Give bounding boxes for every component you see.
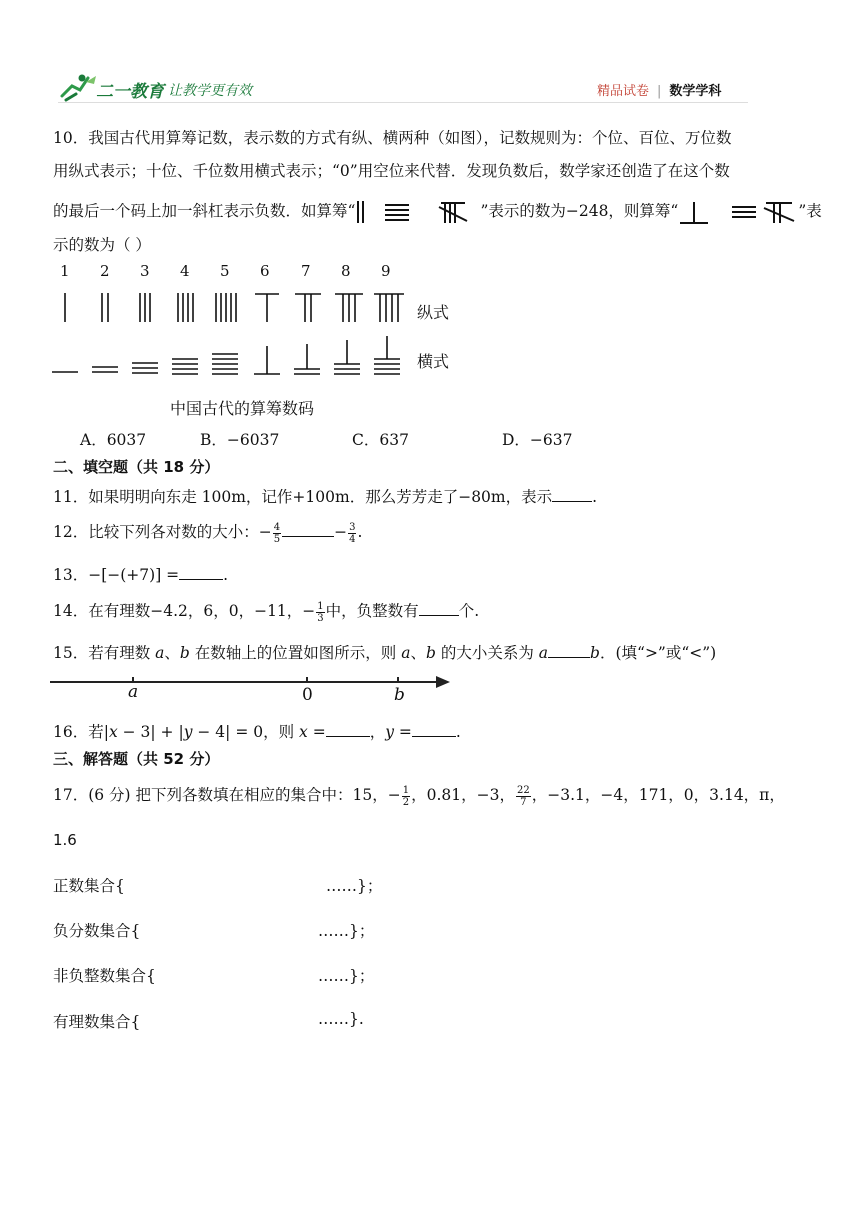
fraction-numerator: 4 xyxy=(273,521,281,533)
digit-label: 9 xyxy=(381,262,391,280)
q10-line2: 用纵式表示；十位、千位数用横式表示；“0”用空位来代替．发现负数后，数学家还创造了在这个数 xyxy=(53,162,730,180)
set-label: 有理数集合{ xyxy=(53,1013,141,1031)
counting-rod-example-2 xyxy=(678,199,798,225)
q10-line1: 10．我国古代用算筹记数，表示数的方式有纵、横两种（如图），记数规则为：个位、百位、万位数 xyxy=(53,129,732,147)
q11 xyxy=(53,485,597,507)
heng-label: 横式 xyxy=(417,352,450,371)
q17 xyxy=(53,783,785,808)
set-positive xyxy=(53,874,453,896)
q13-end: . xyxy=(223,566,229,584)
fraction xyxy=(516,785,531,808)
var-x: x xyxy=(299,723,308,741)
q15-sep: 、 xyxy=(410,644,426,662)
digit-label: 1 xyxy=(60,262,70,280)
q12-end: . xyxy=(357,523,363,541)
set-end: ……}； xyxy=(318,922,375,940)
digit-label: 3 xyxy=(140,262,150,280)
header-subject: 数学学科 xyxy=(669,84,722,99)
axis-label-zero: 0 xyxy=(302,685,313,705)
axis-label-a: a xyxy=(128,682,139,702)
fraction xyxy=(316,601,324,624)
q17-mid: ，0.81，−3， xyxy=(411,786,515,804)
digit-label: 5 xyxy=(220,262,230,280)
q16-pre: 16．若| xyxy=(53,723,109,741)
digit-label: 8 xyxy=(341,262,351,280)
fraction-denominator: 5 xyxy=(273,533,281,545)
q13-text: 13．−[−(+7)] = xyxy=(53,566,180,584)
option-c[interactable]: C．637 xyxy=(352,431,409,449)
q12 xyxy=(53,520,362,545)
q13 xyxy=(53,563,228,585)
answer-blank[interactable] xyxy=(419,601,459,616)
q11-end: . xyxy=(592,488,598,506)
q10-line4: 示的数为（ ） xyxy=(53,236,151,254)
set-nonnegative-integer xyxy=(53,964,453,986)
fraction-denominator: 7 xyxy=(520,796,527,808)
digit-label: 7 xyxy=(301,262,311,280)
q14-end: 个. xyxy=(458,602,480,620)
digit-label: 2 xyxy=(100,262,110,280)
axis-label-b: b xyxy=(394,685,405,705)
set-end: ……}. xyxy=(318,1010,364,1028)
fraction-denominator: 4 xyxy=(349,533,356,545)
figure-caption: 中国古代的算筹数码 xyxy=(170,399,315,418)
header-tag: 精品试卷 xyxy=(597,84,650,99)
set-rational xyxy=(53,1010,453,1032)
rods-drawing xyxy=(50,290,410,380)
q17-tail: 1.6 xyxy=(53,831,77,849)
q10-line3a: 的最后一个码上加一斜杠表示负数．如算筹“ xyxy=(53,202,356,220)
digit-label: 4 xyxy=(180,262,190,280)
q12-pre: 12．比较下列各对数的大小：− xyxy=(53,523,272,541)
var-b: b xyxy=(179,644,190,662)
q16-eq: = xyxy=(393,723,412,741)
header-separator: | xyxy=(657,84,662,99)
option-a[interactable]: A．6037 xyxy=(80,431,147,449)
q14 xyxy=(53,599,479,624)
q15-mid2: 的大小关系为 xyxy=(435,644,539,662)
q15 xyxy=(53,641,716,663)
header-right xyxy=(597,80,721,99)
var-x: x xyxy=(108,723,118,741)
fraction xyxy=(348,522,356,545)
counting-rod-example-1 xyxy=(355,199,480,225)
zong-label: 纵式 xyxy=(417,303,450,322)
fraction xyxy=(402,785,410,808)
fraction-numerator: 1 xyxy=(402,784,410,796)
fraction-numerator: 3 xyxy=(349,521,356,533)
set-end: ……}； xyxy=(326,877,383,895)
q12-mid: − xyxy=(334,523,348,541)
q15-mid: 在数轴上的位置如图所示，则 xyxy=(189,644,402,662)
set-end: ……}； xyxy=(318,967,375,985)
slogan: 让教学更有效 xyxy=(168,83,252,99)
logo-text: 二一教育 xyxy=(96,82,164,102)
var-b: b xyxy=(425,644,436,662)
answer-blank[interactable] xyxy=(282,522,334,537)
fraction-denominator: 2 xyxy=(402,796,410,808)
runner-logo-icon xyxy=(58,72,98,102)
counting-rods-figure xyxy=(50,262,470,422)
set-label: 正数集合{ xyxy=(53,877,125,895)
fraction xyxy=(273,522,281,545)
answer-blank-x[interactable] xyxy=(326,722,370,737)
q15-post: ．(填“>”或“<”) xyxy=(599,644,717,662)
q14-post: 中，负整数有 xyxy=(325,602,419,620)
q16-eq: = xyxy=(307,723,326,741)
q11-text: 11．如果明明向东走 100m，记作+100m．那么芳芳走了−80m，表示 xyxy=(53,488,553,506)
q16-m1: − 3| + | xyxy=(117,723,184,741)
q10-line3b: ”表示的数为−248，则算筹“ xyxy=(480,202,679,220)
header-divider xyxy=(58,102,748,103)
q10-line3 xyxy=(53,199,822,225)
var-a: a xyxy=(155,644,165,662)
fraction-numerator: 1 xyxy=(317,600,324,612)
section-3-heading: 三、解答题（共 52 分） xyxy=(53,750,220,768)
q16 xyxy=(53,720,461,742)
q17-pre: 17．(6 分) 把下列各数填在相应的集合中：15，− xyxy=(53,786,401,804)
fraction-numerator: 22 xyxy=(517,784,530,796)
q17-post: ，−3.1，−4，171，0，3.14，π， xyxy=(531,786,785,804)
q15-pre: 15．若有理数 xyxy=(53,644,156,662)
q15-sep: 、 xyxy=(164,644,180,662)
answer-blank[interactable] xyxy=(552,487,592,502)
answer-blank-y[interactable] xyxy=(412,722,456,737)
q16-comma: ， xyxy=(369,723,386,741)
q10-line3c: ”表 xyxy=(798,202,822,220)
q16-end: . xyxy=(455,723,461,741)
digit-label: 6 xyxy=(260,262,270,280)
q14-pre: 14．在有理数−4.2，6，0，−11，− xyxy=(53,602,316,620)
number-line-axis xyxy=(50,672,452,692)
option-d[interactable]: D．−637 xyxy=(502,431,573,449)
var-y: y xyxy=(183,723,193,741)
fraction-denominator: 3 xyxy=(317,612,324,624)
header xyxy=(0,70,860,110)
var-a: a xyxy=(538,644,549,662)
set-label: 非负整数集合{ xyxy=(53,967,156,985)
option-b[interactable]: B．−6037 xyxy=(200,431,280,449)
digit-row xyxy=(50,262,410,282)
q16-m2: − 4| = 0，则 xyxy=(192,723,300,741)
var-a: a xyxy=(401,644,411,662)
section-2-heading: 二、填空题（共 18 分） xyxy=(53,458,220,476)
set-negative-fraction xyxy=(53,919,453,941)
answer-blank[interactable] xyxy=(179,565,223,580)
var-y: y xyxy=(385,723,394,741)
number-line xyxy=(50,672,452,708)
var-b: b xyxy=(590,644,600,662)
answer-blank[interactable] xyxy=(548,643,590,658)
set-label: 负分数集合{ xyxy=(53,922,141,940)
